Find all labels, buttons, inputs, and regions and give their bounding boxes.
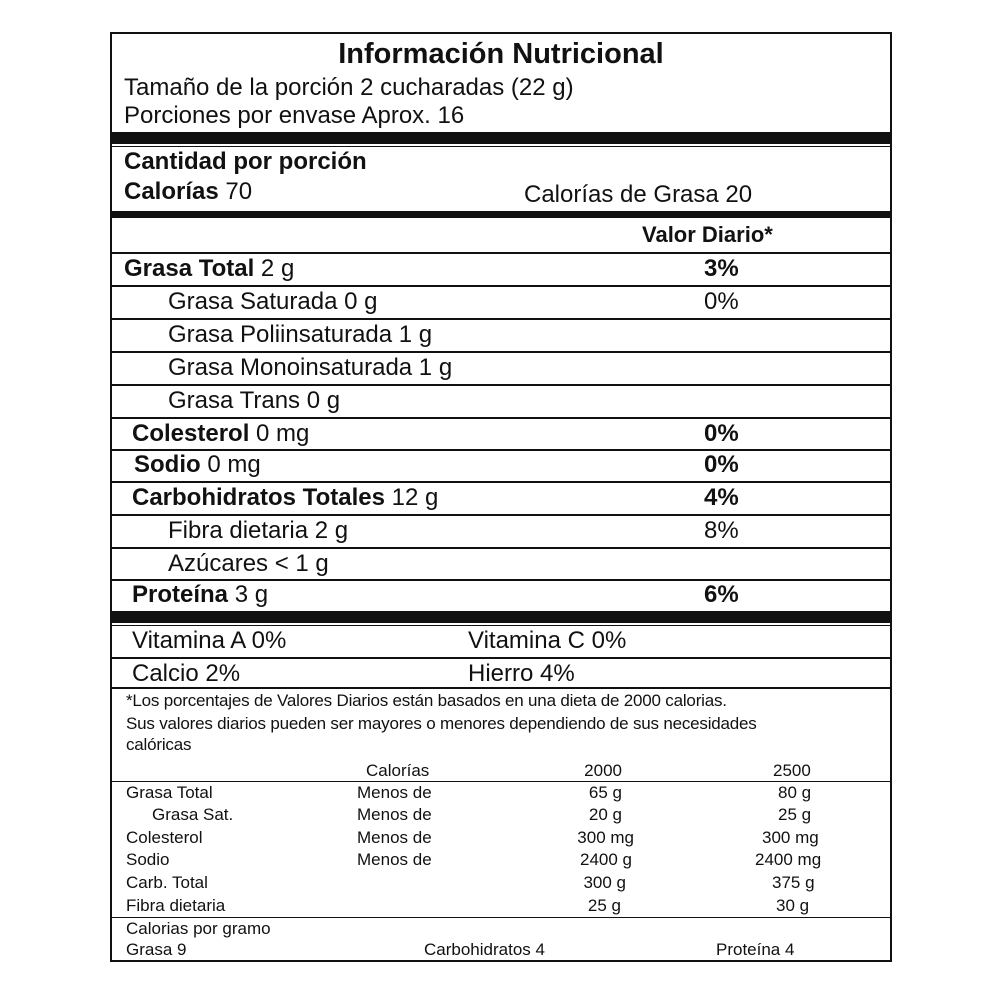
calories-per-gram-carbs: Carbohidratos 4 xyxy=(424,940,545,959)
ref-row-2500: 25 g xyxy=(778,805,812,824)
calories-per-gram-fat: Grasa 9 xyxy=(126,940,187,959)
nutrient-amount: 12 g xyxy=(384,484,439,511)
ref-row-qualifier: Menos de xyxy=(357,805,432,824)
ref-row-label: Grasa Sat. xyxy=(152,805,234,824)
ref-row-2000: 20 g xyxy=(588,805,622,824)
nutrient-row-saturated-fat: Grasa Saturada 0 g xyxy=(168,288,378,315)
ref-row-qualifier: Menos de xyxy=(357,828,432,847)
calories-row xyxy=(124,178,252,206)
calories-per-gram-protein: Proteína 4 xyxy=(716,940,795,959)
footnote-line: *Los porcentajes de Valores Diarios están basados en una dieta de 2000 calorias. xyxy=(126,691,727,710)
nutrient-amount: 0 mg xyxy=(249,420,310,447)
amount-per-serving-heading: Cantidad por porción xyxy=(124,148,367,175)
ref-row-label: Grasa Total xyxy=(126,783,213,802)
servings-per-container: Porciones por envase Aprox. 16 xyxy=(124,102,465,129)
divider xyxy=(112,318,890,320)
calcium: Calcio 2% xyxy=(132,660,241,687)
nutrient-name: Sodio xyxy=(134,451,201,478)
dv-total-carbohydrates: 4% xyxy=(704,484,739,511)
nutrient-name: Proteína xyxy=(132,581,229,608)
nutrient-row-dietary-fiber: Fibra dietaria 2 g xyxy=(168,517,349,544)
ref-row-2500: 80 g xyxy=(778,783,812,802)
divider xyxy=(112,625,890,626)
vitamin-a: Vitamina A 0% xyxy=(132,627,287,654)
ref-row-2500: 300 mg xyxy=(762,828,819,847)
ref-row-2000: 65 g xyxy=(588,783,622,802)
nutrient-row-sugars: Azúcares < 1 g xyxy=(168,550,329,577)
medium-divider xyxy=(112,211,890,218)
ref-row-2500: 30 g xyxy=(776,896,810,915)
nutrient-row-protein xyxy=(132,581,268,609)
dv-sodium: 0% xyxy=(704,451,739,478)
ref-row-2500: 375 g xyxy=(772,873,815,892)
calories-value: 70 xyxy=(218,178,253,205)
nutrient-row-monounsaturated-fat: Grasa Monoinsaturada 1 g xyxy=(168,354,453,381)
nutrient-row-polyunsaturated-fat: Grasa Poliinsaturada 1 g xyxy=(168,321,433,348)
nutrient-row-cholesterol xyxy=(132,420,309,448)
ref-header-2500: 2500 xyxy=(773,761,811,780)
ref-row-qualifier: Menos de xyxy=(357,783,432,802)
divider xyxy=(112,481,890,483)
label-title: Información Nutricional xyxy=(338,38,664,70)
ref-row-2000: 25 g xyxy=(587,896,621,915)
divider xyxy=(112,547,890,549)
dv-protein: 6% xyxy=(704,581,739,608)
dv-dietary-fiber: 8% xyxy=(704,517,739,544)
ref-row-label: Colesterol xyxy=(126,828,203,847)
divider xyxy=(112,146,890,147)
nutrient-row-sodium xyxy=(134,451,261,479)
nutrient-row-total-carbohydrates xyxy=(132,484,438,512)
nutrient-amount: 0 mg xyxy=(200,451,261,478)
ref-row-label: Sodio xyxy=(126,850,170,869)
nutrient-name: Grasa Total xyxy=(124,255,255,282)
divider xyxy=(112,285,890,287)
ref-row-2000: 300 mg xyxy=(577,828,634,847)
footnote-line: Sus valores diarios pueden ser mayores o menores dependiendo de sus necesidades xyxy=(126,714,757,733)
ref-header-qualifier: Calorías xyxy=(366,761,430,780)
serving-size: Tamaño de la porción 2 cucharadas (22 g) xyxy=(124,74,574,101)
calories-label: Calorías xyxy=(124,178,219,205)
footnote-line: calóricas xyxy=(126,735,192,754)
dv-cholesterol: 0% xyxy=(704,420,739,447)
vitamin-c: Vitamina C 0% xyxy=(468,627,627,654)
nutrient-row-trans-fat: Grasa Trans 0 g xyxy=(168,387,341,414)
nutrient-amount: 2 g xyxy=(254,255,295,282)
nutrient-amount: 3 g xyxy=(228,581,269,608)
ref-row-2500: 2400 mg xyxy=(755,850,822,869)
divider xyxy=(112,417,890,419)
nutrient-name: Colesterol xyxy=(132,420,250,447)
divider xyxy=(112,384,890,386)
ref-row-2000: 2400 g xyxy=(580,850,632,869)
divider xyxy=(112,351,890,353)
divider xyxy=(112,252,890,254)
divider xyxy=(112,781,890,782)
calories-from-fat: Calorías de Grasa 20 xyxy=(524,181,753,208)
dv-total-fat: 3% xyxy=(704,255,739,282)
calories-per-gram-heading: Calorias por gramo xyxy=(126,919,271,938)
nutrient-name: Carbohidratos Totales xyxy=(132,484,385,511)
daily-value-heading: Valor Diario* xyxy=(642,222,773,247)
thick-divider xyxy=(112,132,890,144)
ref-header-2000: 2000 xyxy=(584,761,622,780)
nutrient-row-total-fat xyxy=(124,255,294,283)
iron: Hierro 4% xyxy=(468,660,575,687)
ref-row-label: Carb. Total xyxy=(126,873,208,892)
divider xyxy=(112,657,890,659)
divider xyxy=(112,514,890,516)
divider xyxy=(112,687,890,689)
dv-saturated-fat: 0% xyxy=(704,288,739,315)
thick-divider xyxy=(112,611,890,623)
nutrition-facts-label xyxy=(110,32,892,962)
ref-row-2000: 300 g xyxy=(583,873,626,892)
ref-row-label: Fibra dietaria xyxy=(126,896,226,915)
ref-row-qualifier: Menos de xyxy=(357,850,432,869)
